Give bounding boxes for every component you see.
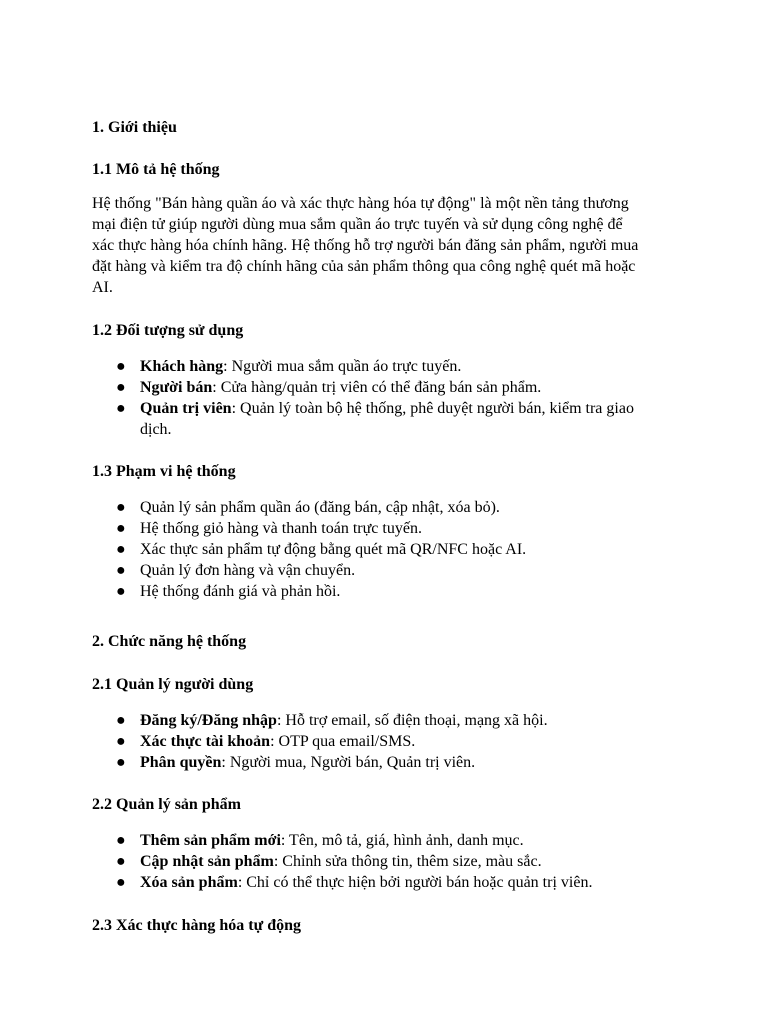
list-item-desc: : Chỉ có thể thực hiện bởi người bán hoặc quản trị viên. xyxy=(237,874,593,891)
list-item-term: Phân quyền xyxy=(140,754,222,771)
list-item-term: Xác thực tài khoản xyxy=(140,733,271,750)
paragraph-line: mại điện tử giúp người dùng mua sắm quần áo trực tuyến và sử dụng công nghệ để xyxy=(92,216,623,233)
list-item-term: Thêm sản phẩm mới xyxy=(140,832,281,849)
list-item-term: Khách hàng xyxy=(140,358,224,375)
bullet-icon: ● xyxy=(116,853,126,870)
bullet-icon: ● xyxy=(116,733,126,750)
list-item xyxy=(0,539,526,560)
list-item xyxy=(0,830,592,851)
list-item-text: Xác thực sản phẩm tự động bằng quét mã QR/NFC hoặc AI. xyxy=(140,541,527,558)
list-item-desc: : Cửa hàng/quản trị viên có thể đăng bán sản phẩm. xyxy=(212,379,542,396)
list-item xyxy=(0,356,634,377)
bullet-icon: ● xyxy=(116,583,126,600)
list-item xyxy=(0,377,634,398)
list-item-desc: : Người mua sắm quần áo trực tuyến. xyxy=(223,358,462,375)
list-item-desc: : Chỉnh sửa thông tin, thêm size, màu sắc. xyxy=(273,853,542,870)
bullet-icon: ● xyxy=(116,541,126,558)
heading-mo-ta-he-thong: 1.1 Mô tả hệ thống xyxy=(92,161,220,178)
paragraph-line: xác thực hàng hóa chính hãng. Hệ thống hỗ trợ người bán đăng sản phẩm, người mua xyxy=(92,237,639,254)
heading-doi-tuong-su-dung: 1.2 Đối tượng sử dụng xyxy=(92,322,244,339)
list-item-term: Đăng ký/Đăng nhập xyxy=(140,712,277,729)
bullet-icon: ● xyxy=(116,562,126,579)
list-item xyxy=(0,497,526,518)
bullet-icon: ● xyxy=(116,874,126,891)
list-item xyxy=(0,710,548,731)
list-item xyxy=(0,752,548,773)
list-item-text: Quản lý sản phẩm quần áo (đăng bán, cập nhật, xóa bỏ). xyxy=(140,499,500,516)
list-item-desc: : OTP qua email/SMS. xyxy=(270,733,416,750)
list-item-desc: : Quản lý toàn bộ hệ thống, phê duyệt người bán, kiểm tra giao xyxy=(231,400,634,417)
list-item-term: Cập nhật sản phẩm xyxy=(140,853,274,870)
list-item xyxy=(0,731,548,752)
bullet-icon: ● xyxy=(116,400,126,417)
list-item-continuation: dịch. xyxy=(140,421,172,438)
list-item-term: Quản trị viên xyxy=(140,400,232,417)
paragraph-line: AI. xyxy=(92,279,113,296)
heading-chuc-nang-he-thong: 2. Chức năng hệ thống xyxy=(92,633,247,650)
paragraph-mo-ta xyxy=(92,193,672,298)
bullet-icon: ● xyxy=(116,358,126,375)
list-doi-tuong xyxy=(0,356,634,440)
heading-gioi-thieu: 1. Giới thiệu xyxy=(92,119,177,136)
list-item xyxy=(0,851,592,872)
heading-pham-vi-he-thong: 1.3 Phạm vi hệ thống xyxy=(92,463,236,480)
list-item-text: Hệ thống giỏ hàng và thanh toán trực tuyến. xyxy=(140,520,422,537)
list-item-term: Xóa sản phẩm xyxy=(140,874,238,891)
list-item xyxy=(0,581,526,602)
heading-xac-thuc-hang-hoa: 2.3 Xác thực hàng hóa tự động xyxy=(92,917,302,934)
bullet-icon: ● xyxy=(116,754,126,771)
list-quan-ly-san-pham xyxy=(0,830,592,893)
list-pham-vi xyxy=(0,497,526,602)
list-item-term: Người bán xyxy=(140,379,213,396)
bullet-icon: ● xyxy=(116,712,126,729)
list-quan-ly-nguoi-dung xyxy=(0,710,548,773)
bullet-icon: ● xyxy=(116,520,126,537)
list-item-text: Quản lý đơn hàng và vận chuyển. xyxy=(140,562,356,579)
list-item-desc: : Người mua, Người bán, Quản trị viên. xyxy=(221,754,476,771)
list-item xyxy=(0,518,526,539)
bullet-icon: ● xyxy=(116,499,126,516)
bullet-icon: ● xyxy=(116,379,126,396)
heading-quan-ly-san-pham: 2.2 Quản lý sản phẩm xyxy=(92,796,241,813)
paragraph-line: đặt hàng và kiểm tra độ chính hãng của sản phẩm thông qua công nghệ quét mã hoặc xyxy=(92,258,636,275)
list-item xyxy=(0,872,592,893)
bullet-icon: ● xyxy=(116,832,126,849)
list-item xyxy=(0,560,526,581)
list-item-desc: : Tên, mô tả, giá, hình ảnh, danh mục. xyxy=(280,832,524,849)
paragraph-line: Hệ thống "Bán hàng quần áo và xác thực hàng hóa tự động" là một nền tảng thương xyxy=(92,195,629,212)
list-item xyxy=(0,398,634,440)
list-item-text: Hệ thống đánh giá và phản hồi. xyxy=(140,583,341,600)
heading-quan-ly-nguoi-dung: 2.1 Quản lý người dùng xyxy=(92,676,254,693)
list-item-desc: : Hỗ trợ email, số điện thoại, mạng xã hội. xyxy=(276,712,548,729)
